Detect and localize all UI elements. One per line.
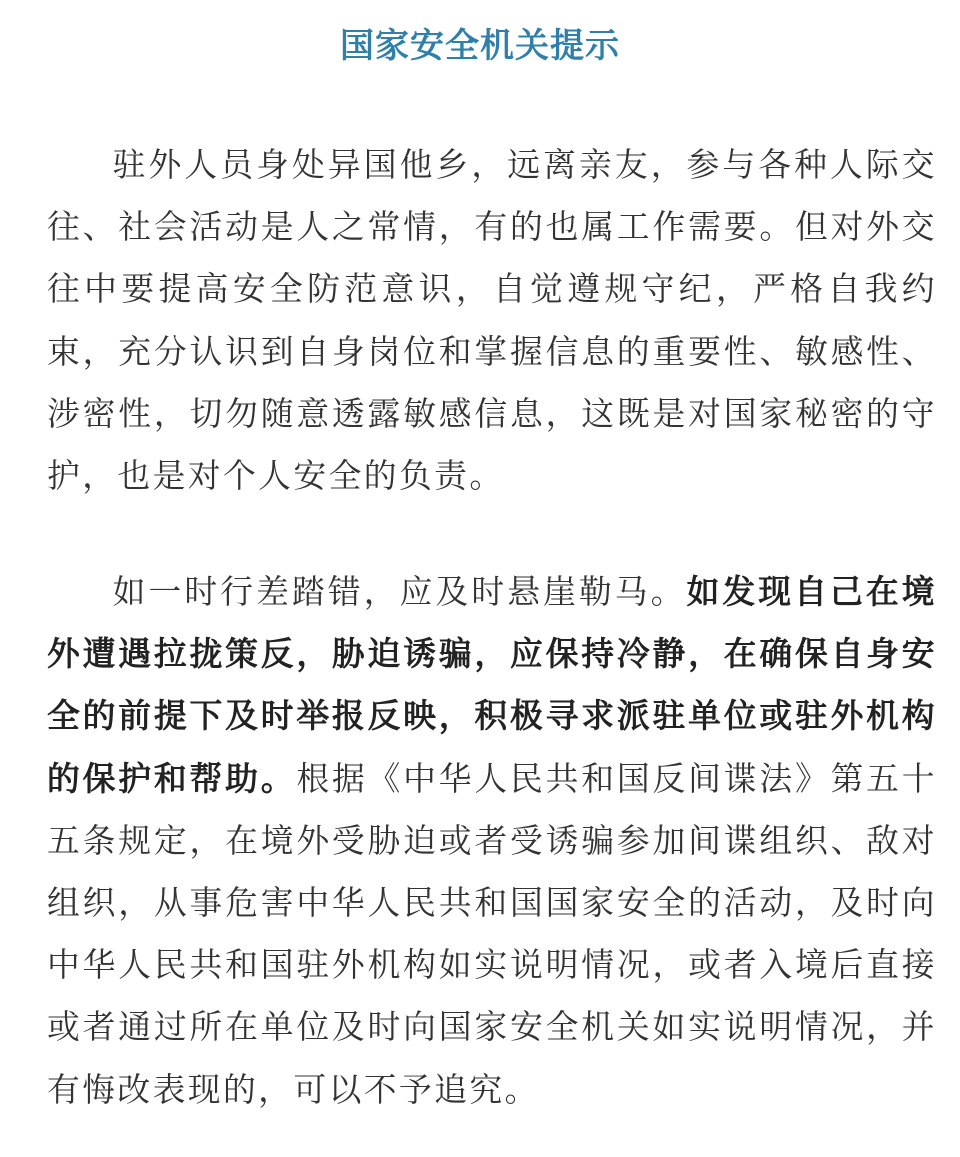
- paragraph-reporting-guidance: [47, 561, 937, 1121]
- page-title: 国家安全机关提示: [340, 26, 620, 66]
- emphasized-advice-text: 如发现自己在境外遭遇拉拢策反，胁迫诱骗，应保持冷静，在确保自身安全的前提下及时举报反映，积极寻求派驻单位或驻外机构的保护和帮助。: [47, 573, 937, 798]
- legal-basis-text: 根据《中华人民共和国反间谍法》第五十五条规定，在境外受胁迫或者受诱骗参加间谍组织、敌对组织，从事危害中华人民共和国国家安全的活动，及时向中华人民共和国驻外机构如实说明情况，或者入境后直接或者通过所在单位及时向国家安全机关如实说明情况，并有悔改表现的，可以不予追究。: [47, 759, 937, 1109]
- paragraph-lead-text: 如一时行差踏错，应及时悬崖勒马。: [112, 573, 687, 611]
- paragraph-security-awareness: 驻外人员身处异国他乡，远离亲友，参与各种人际交往、社会活动是人之常情，有的也属工作需要。但对外交往中要提高安全防范意识，自觉遵规守纪，严格自我约束，充分认识到自身岗位和掌握信息的重要性、敏感性、涉密性，切勿随意透露敏感信息，这既是对国家秘密的守护，也是对个人安全的负责。: [47, 146, 937, 496]
